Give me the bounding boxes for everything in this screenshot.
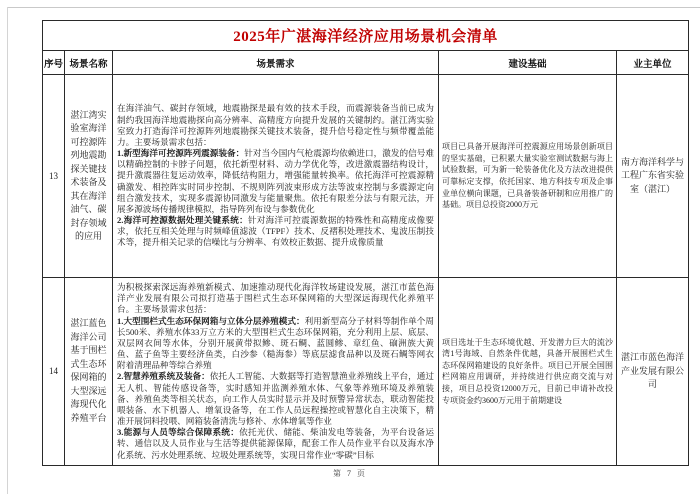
scan-page-edge-top bbox=[7, 7, 700, 8]
demand-item-2 bbox=[117, 371, 434, 427]
owner-unit: 湛江市蓝色海洋产业发展有限公司 bbox=[617, 278, 689, 466]
demand-item-2-label: 2.海洋可控源数据处理关键系统： bbox=[117, 215, 248, 226]
construction-basis: 项目已具备开展海洋可控震源应用场景创新项目的坚实基础，已积累大量实验室测试数据与海上试验数据，可为新一轮装备优化及方法改进提供可靠标定支撑，依托国家、地方科技专项及企事业单位横向课题，已具备装备研制和应用推广的基础。项目总投资2000万元 bbox=[439, 75, 617, 278]
row-index: 13 bbox=[43, 75, 65, 278]
demand-intro: 在海洋油气、碳封存领域，地震勘探是最有效的技术手段，而震源装备当前已成为制约我国海洋地震勘探向高分辨率、高精度方向提升发展的关键制约。湛江湾实验室致力打造海洋可控源阵列地震勘探关键技术装备，提升信号稳定性与频带覆盖能力。主要场景需求包括： bbox=[117, 103, 434, 147]
title-cell bbox=[43, 21, 689, 51]
demand-item-3-label: 3.能源与人员等综合保障系统： bbox=[117, 427, 240, 438]
column-header-index: 序号 bbox=[43, 51, 65, 75]
demand-item-1-label: 1.大型围栏式生态环保网箱与立体分层养殖模式： bbox=[117, 315, 305, 326]
demand-item-2-text: 针对海洋可控震源数据的特殊性和高精度成像要求，依托互相关处理与时频峰值滤波（TFPF）技术、反褶积处理技术、鬼波压制技术等，提升相关记录的信噪比与分辨率、有效校正数据、提升成像质量 bbox=[117, 215, 434, 248]
table-header-row bbox=[43, 51, 689, 75]
row-index: 14 bbox=[43, 278, 65, 466]
scene-demand bbox=[113, 278, 439, 466]
table-row-13 bbox=[43, 75, 689, 278]
demand-item-3 bbox=[117, 427, 434, 461]
demand-item-2 bbox=[117, 215, 434, 249]
construction-basis: 项目选址于生态环境优越、开发潜力巨大的流沙湾1号海域、自然条件优越，具备开展围栏式生态环保网箱建设的良好条件。项目已开展全国围栏网箱应用调研，并持续进行供应商交流与对接，项目总投资12000万元，目前已申请补改投专项资金约3600万元用于前期建设 bbox=[439, 278, 617, 466]
scene-demand bbox=[113, 75, 439, 278]
demand-item-3-text: 依托光伏、储能、柴油发电等装备，为平台设备运转、通信以及人员作业与生活等提供能源保障，配套工作人员作业平台以及海水净化系统、污水处理系统、垃圾处理系统等，实现日常作业“零碳”目标 bbox=[117, 427, 434, 460]
demand-item-1 bbox=[117, 316, 434, 372]
page-number: 第 7 页 bbox=[333, 469, 367, 478]
demand-item-2-label: 2.智慧养殖系统及装备： bbox=[117, 371, 210, 382]
opportunity-list-table bbox=[42, 20, 689, 466]
table-row-14 bbox=[43, 278, 689, 466]
column-header-scene-demand: 场景需求 bbox=[113, 51, 439, 75]
scene-name: 湛江蓝色海洋公司基于围栏式生态环保网箱的大型深远海现代化养殖平台 bbox=[65, 278, 113, 466]
owner-unit: 南方海洋科学与工程广东省实验室（湛江） bbox=[617, 75, 689, 278]
column-header-scene-name: 场景名称 bbox=[65, 51, 113, 75]
scan-page-edge-left bbox=[7, 7, 8, 494]
demand-item-1-label: 1.新型海洋可控源阵列震源装备： bbox=[117, 148, 245, 159]
demand-item-2-text: 依托人工智能、大数据等打造智慧渔业养殖线上平台，通过无人机、智能传感设备等，实时感知并监测养殖水体、气象等养殖环境及养殖装备、养殖鱼类等相关状态，向工作人员实时显示并及时预警异常状态，联动智能投喂装备、水下机器人、增氧设备等，在工作人员远程操控或智慧化自主决策下，精准开展饲料投喂、网箱装备清洗与修补、水体增氧等作业 bbox=[117, 371, 434, 427]
demand-item-1-text: 针对当今国内气枪震源均依赖进口，激发的信号难以精确控制的卡脖子问题，依托新型材料、动力学优化等，改进激震器结构设计，提升激震器往复运动效率，降低结构阻力，增强能量转换率。依托海洋可控震源精确激发、相控阵实时同步控制、不规则阵列波束形成方法等波束控制与多震源定向组合激发技术，实现多震源协同激发与能量聚焦。依托有限差分法与有限元法，开展多源波场传播规律模拟，指导阵列布设与参数优化 bbox=[117, 148, 434, 214]
document-title: 2025年广湛海洋经济应用场景机会清单 bbox=[233, 29, 498, 45]
demand-intro: 为积极探索深远海养殖新模式、加速推动现代化海洋牧场建设发展，湛江市蓝色海洋产业发展有限公司拟打造基于围栏式生态环保网箱的大型深远海现代化养殖平台。主要场景需求包括： bbox=[117, 282, 434, 315]
demand-item-1 bbox=[117, 148, 434, 215]
column-header-construction-basis: 建设基础 bbox=[439, 51, 617, 75]
demand-item-1-text: 利用新型高分子材料等制作单个周长500米、养殖水体33万立方米的大型围栏式生态环保网箱，充分利用上层、底层、双层网衣间等水体，分别开展黄带拟鲹、斑石鲷、蓝圆鲹、章红鱼、硇洲族大黄鱼、蓝子鱼等主要经济鱼类，白沙参（糙海参）等底层滤食品种以及斑石鲷等网衣附着清理品种等综合养殖 bbox=[117, 315, 434, 371]
scene-name: 湛江湾实验室海洋可控源阵列地震勘探关键技术装备及其在海洋油气、碳封存领域的应用 bbox=[65, 75, 113, 278]
title-row bbox=[43, 21, 689, 51]
column-header-owner-unit: 业主单位 bbox=[617, 51, 689, 75]
